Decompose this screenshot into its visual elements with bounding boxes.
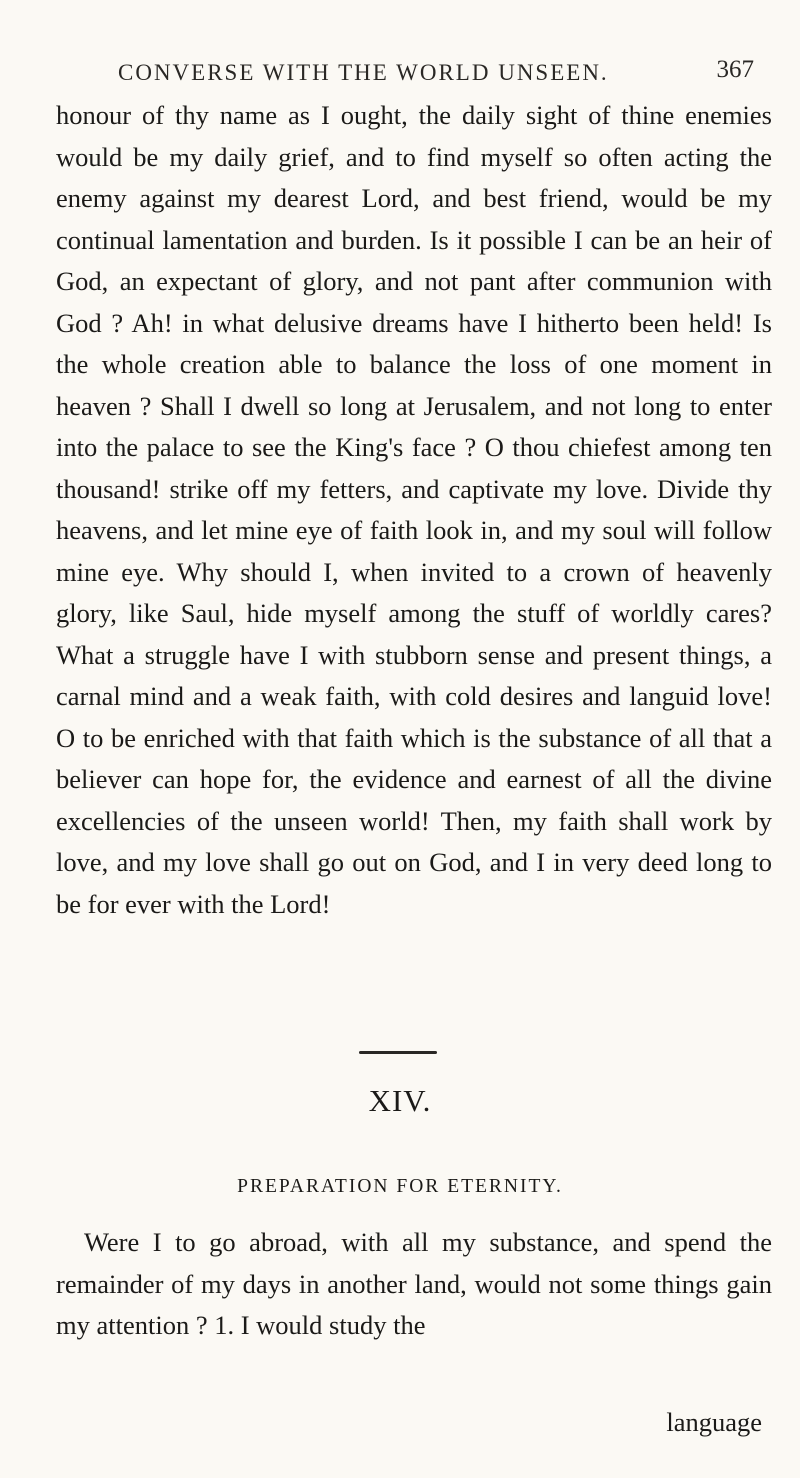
catchword: language (666, 1407, 762, 1437)
page-number: 367 (716, 56, 754, 83)
section-opening-paragraph: Were I to go abroad, with all my substance, and spend the remainder of my days in another land, would not some things gain my attention ? 1. I would study the (56, 1227, 772, 1340)
running-title: CONVERSE WITH THE WORLD UNSEEN. (118, 60, 609, 85)
running-head (118, 52, 754, 92)
section-title: PREPARATION FOR ETERNITY. (237, 1176, 563, 1197)
section-divider-ornament (359, 1051, 437, 1054)
section-numeral: XIV. (368, 1083, 432, 1118)
body-paragraph: honour of thy name as I ought, the daily sight of thine enemies would be my daily grief, and to find myself so often acting the enemy against my dearest Lord, and best friend, would be my continual lamentation and burden. Is it possible I can be an heir of God, an expectant of glory, and not pant after communion with God ? Ah! in what delusive dreams have I hitherto been held! Is the whole creation able to balance the loss of one moment in heaven ? Shall I dwell so long at Jerusalem, and not long to enter into the palace to see the King's face ? O thou chiefest among ten thousand! strike off my fetters, and captivate my love. Divide thy heavens, and let mine eye of faith look in, and my soul will follow mine eye. Why should I, when invited to a crown of heavenly glory, like Saul, hide myself among the stuff of worldly cares? What a struggle have I with stubborn sense and present things, a carnal mind and a weak faith, with cold desires and languid love! O to be enriched with that faith which is the substance of all that a believer can hope for, the evidence and earnest of all the divine excellencies of the unseen world! Then, my faith shall work by love, and my love shall go out on God, and I in very deed long to be for ever with the Lord! (56, 100, 772, 919)
